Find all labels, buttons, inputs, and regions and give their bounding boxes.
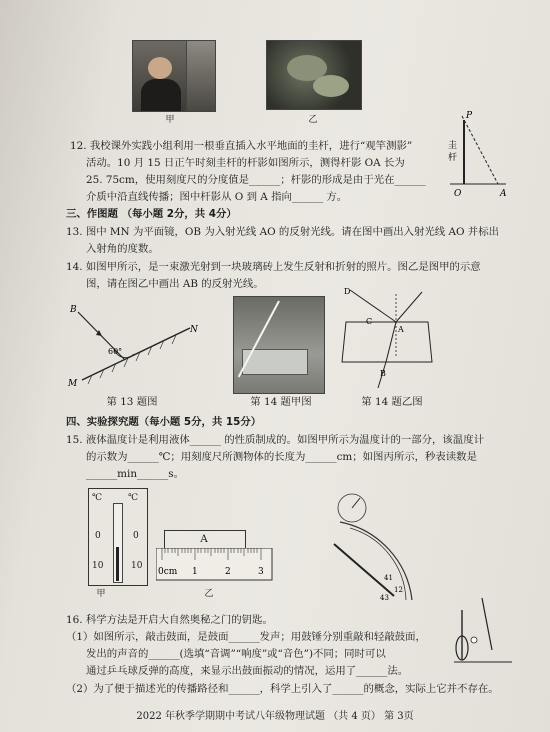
label-d: D [344,287,351,296]
thermo-unit-left: ℃ [92,493,103,503]
section-4-title: 四、实验探究题（每小题 5分，共 15分） [66,416,262,428]
fig13-mirror-diagram [62,298,212,390]
caption-fig14b: 第 14 题乙图 [361,396,423,408]
label-a: A [500,189,507,199]
ruler-label-0: 0cm [158,567,178,577]
q13-line-1: 13. 图中 MN 为平面镜，OB 为入射光线 AO 的反射光线。请在图中画出入射光线 AO 并标出 [66,226,499,238]
photo-jia-side [186,40,216,112]
angle-label: 60° [108,347,123,356]
page-footer: 2022 年秋季学期期中考试八年级物理试题 （共 4 页） 第 3页 [136,711,414,722]
label-b-14: B [380,369,386,378]
reflected-ray [396,292,422,322]
fig14a-photo [233,296,325,394]
second-hand [334,544,394,596]
caption-jia: 甲 [165,115,175,125]
dial-num-41: 41 [384,574,393,582]
thermo-tick-0-left: 0 [95,531,101,541]
label-p: P [466,111,473,121]
thermo-tick-10-right: 10 [131,561,143,571]
gnomon-figure [440,104,520,200]
incident-ray [350,290,396,322]
caption-fig14a: 第 14 题甲图 [250,396,312,408]
sun-ray [462,116,498,184]
q16-line-2: （1）如图所示，敲击鼓面，是鼓面______发声；用鼓锤分别重敲和轻敲鼓面， [66,631,426,643]
q16-line-4: 通过乒乓球反弹的高度，来显示出鼓面振动的情况，运用了______法。 [86,665,409,677]
ruler-label-2: 2 [225,567,231,577]
q15-line-2: 的示数为______℃；用刻度尺所测物体的长度为______cm；如图丙所示，秒表读数是 [86,451,477,463]
q14-line-1: 14. 如图甲所示，是一束激光射到一块玻璃砖上发生反射和折射的照片。图乙是图甲的示意 [66,261,481,273]
mirror-mn [82,328,190,380]
photo-yi [266,40,362,110]
block-label-a: A [200,533,208,545]
q12-line-3: 25. 75cm，使用刻度尺的分度值是______；杆影的形成是由于光在______ [86,174,426,186]
photo-jia [132,40,192,112]
plant-leaf-2 [313,75,349,97]
label-c: C [366,317,373,326]
label-b: B [70,305,77,315]
refracted-ray [386,322,396,362]
person-body [141,79,181,112]
minute-hand [352,498,360,508]
drum-figure [452,590,516,668]
label-gan: 杆 [448,153,458,163]
thermometer-liquid [116,547,119,581]
label-m: M [68,379,78,389]
q16-line-3: 发出的声音的______(选填“音调”“响度”或“音色”)不同；同时可以 [86,648,386,660]
ping-pong-ball [471,637,477,643]
q14-line-2: 图，请在图乙中画出 AB 的反射光线。 [86,278,264,290]
ruler-label-3: 3 [258,567,264,577]
ruler-label-1: 1 [192,567,198,577]
q12-line-1: 12. 我校课外实践小组利用一根垂直插入水平地面的圭杆，进行“观竿测影” [70,140,413,152]
caption-thermo: 甲 [96,589,106,599]
q16-line-1: 16. 科学方法是开启大自然奥秘之门的钥匙。 [66,614,273,626]
drum-stick [482,598,492,650]
thermo-tick-0-right: 0 [133,531,139,541]
stopwatch [320,484,440,602]
thermo-tick-10-left: 10 [92,561,104,571]
section-3-title: 三、作图题 （每小题 2分，共 4分） [66,208,237,220]
label-n: N [190,325,198,335]
q12-line-2: 活动。10 月 15 日正午时刻圭杆的杆影如图所示，测得杆影 OA 长为 [86,157,405,169]
dial-num-43: 43 [380,594,389,602]
q16-line-5: （2）为了便于描述光的传播路径和______，科学上引入了______的概念，实际上它并不存在。 [66,683,499,695]
q15-line-1: 15. 液体温度计是利用液体______ 的性质制成的。如图甲所示为温度计的一部分，该温度计 [66,434,484,446]
ruler [156,548,274,582]
label-o: O [454,189,462,199]
q13-line-2: 入射角的度数。 [86,243,159,255]
label-a-14: A [398,325,404,334]
fig14b-glass-diagram [336,284,438,390]
thermo-unit-right: ℃ [128,493,139,503]
mirror-hatching [88,335,176,384]
caption-ruler: 乙 [204,589,214,599]
person-figure [148,57,172,79]
q15-line-3: ______min______s。 [86,468,184,480]
label-gui: 圭 [448,141,458,151]
caption-fig13: 第 13 题图 [106,396,158,408]
q12-line-4: 介质中沿直线传播；图中杆影从 O 到 A 指向______ 方。 [86,191,348,203]
caption-yi: 乙 [308,115,318,125]
dial-num-12: 12 [394,586,403,594]
